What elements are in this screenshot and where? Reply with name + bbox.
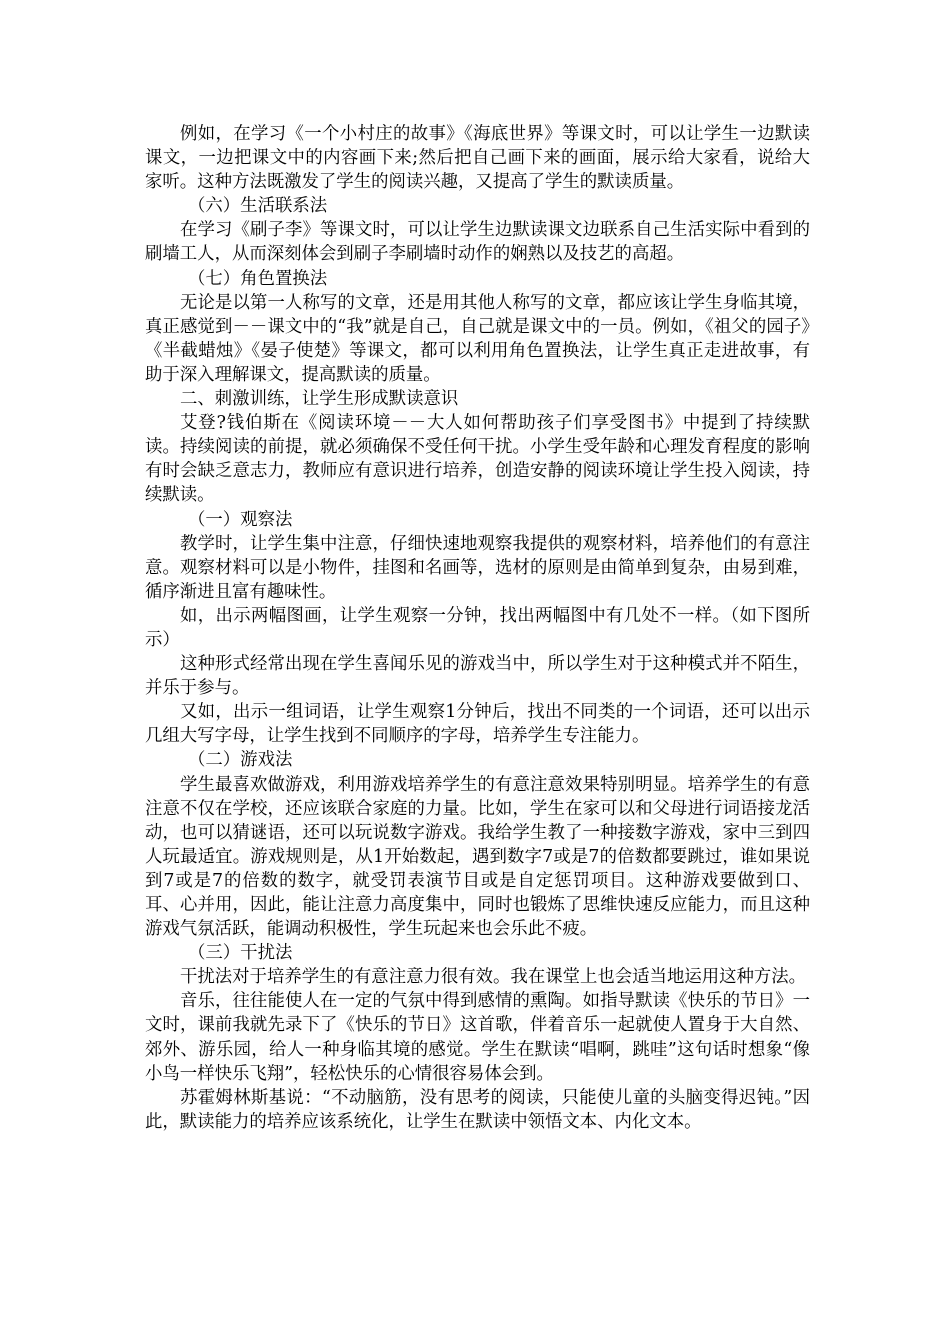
section-heading: （三）干扰法 (188, 943, 293, 964)
paragraph: 教学时，让学生集中注意，仔细快速地观察我提供的观察材料，培养他们的有意注意。观察材料可以是小物件，挂图和名画等，选材的原则是由简单到复杂，由易到难，循序渐进且富有趣味性。 (145, 533, 810, 602)
paragraph: 这种形式经常出现在学生喜闻乐见的游戏当中，所以学生对于这种模式并不陌生，并乐于参与。 (145, 654, 810, 699)
paragraph: 如，出示两幅图画，让学生观察一分钟，找出两幅图中有几处不一样。（如下图所示） (145, 605, 810, 650)
paragraph: 在学习《刷子李》等课文时，可以让学生边默读课文边联系自己生活实际中看到的刷墙工人，从而深刻体会到刷子李刷墙时动作的娴熟以及技艺的高超。 (145, 220, 810, 265)
paragraph: 苏霍姆林斯基说：“不动脑筋，没有思考的阅读，只能使儿童的头脑变得迟钝。”因此，默读能力的培养应该系统化，让学生在默读中领悟文本、内化文本。 (145, 1087, 810, 1132)
paragraph: 音乐，往往能使人在一定的气氛中得到感情的熏陶。如指导默读《快乐的节日》一文时，课前我就先录下了《快乐的节日》这首歌，伴着音乐一起就使人置身于大自然、郊外、游乐园，给人一种身临其境的感觉。学生在默读“唱啊，跳哇”这句话时想象“像小鸟一样快乐飞翔”，轻松快乐的心情很容易体会到。 (145, 991, 810, 1084)
section-heading: （二）游戏法 (188, 750, 293, 771)
paragraph: 例如，在学习《一个小村庄的故事》《海底世界》等课文时，可以让学生一边默读课文，一边把课文中的内容画下来;然后把自己画下来的画面，展示给大家看，说给大家听。这种方法既激发了学生的阅读兴趣，又提高了学生的默读质量。 (145, 124, 810, 193)
paragraph: 艾登?钱伯斯在《阅读环境－－大人如何帮助孩子们享受图书》中提到了持续默读。持续阅读的前提，就必须确保不受任何干扰。小学生受年龄和心理发育程度的影响有时会缺乏意志力，教师应有意识进行培养，创造安静的阅读环境让学生投入阅读，持续默读。 (145, 413, 810, 506)
section-heading: （七）角色置换法 (188, 268, 328, 289)
section-heading: （一）观察法 (188, 509, 293, 530)
section-heading: （六）生活联系法 (188, 196, 328, 217)
paragraph: 干扰法对于培养学生的有意注意力很有效。我在课堂上也会适当地运用这种方法。 (180, 967, 807, 988)
chapter-heading: 二、刺激训练，让学生形成默读意识 (180, 389, 459, 410)
document-body (145, 122, 810, 1134)
paragraph: 无论是以第一人称写的文章，还是用其他人称写的文章，都应该让学生身临其境，真正感觉到－－课文中的“我”就是自己，自己就是课文中的一员。例如，《祖父的园子》《半截蜡烛》《晏子使楚》等课文，都可以利用角色置换法，让学生真正走进故事，有助于深入理解课文，提高默读的质量。 (145, 292, 810, 385)
paragraph: 学生最喜欢做游戏，利用游戏培养学生的有意注意效果特别明显。培养学生的有意注意不仅在学校，还应该联合家庭的力量。比如，学生在家可以和父母进行词语接龙活动，也可以猜谜语，还可以玩说数字游戏。我给学生教了一种接数字游戏，家中三到四人玩最适宜。游戏规则是，从1开始数起，遇到数字7或是7的倍数都要跳过，谁如果说到7或是7的倍数的数字，就受罚表演节目或是自定惩罚项目。这种游戏要做到口、耳、心并用，因此，能让注意力高度集中，同时也锻炼了思维快速反应能力，而且这种游戏气氛活跃，能调动积极性，学生玩起来也会乐此不疲。 (145, 774, 810, 940)
paragraph: 又如，出示一组词语，让学生观察1分钟后，找出不同类的一个词语，还可以出示几组大写字母，让学生找到不同顺序的字母，培养学生专注能力。 (145, 702, 810, 747)
